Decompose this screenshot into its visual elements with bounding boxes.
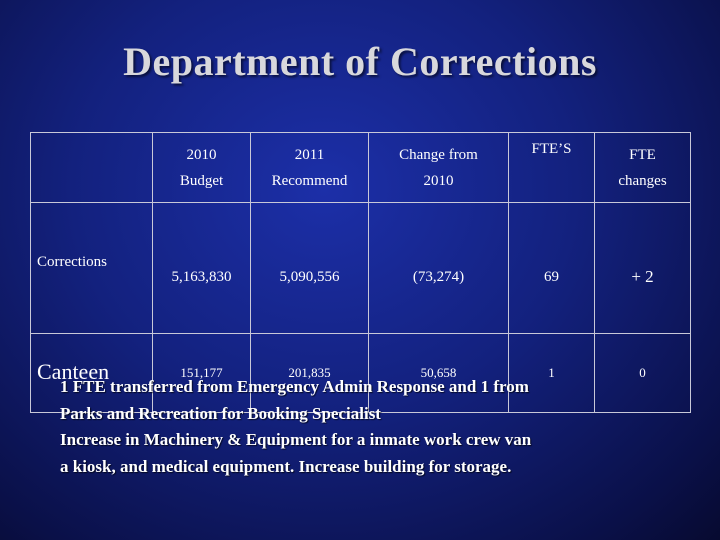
header-fte-changes-line2: changes — [618, 172, 667, 189]
header-change-line2: 2010 — [423, 172, 454, 189]
cell-corrections-ftes: 69 — [509, 203, 595, 334]
header-ftes-line1: FTE’S — [531, 141, 572, 157]
cell-canteen-fte-changes: 0 — [595, 334, 691, 413]
row-label-corrections — [31, 203, 153, 334]
header-cell-fte-changes — [595, 133, 691, 203]
header-cell-2011-recommend — [251, 133, 369, 203]
notes-line: Increase in Machinery & Equipment for a inmate work crew van — [60, 430, 532, 449]
header-cell-2010-budget — [153, 133, 251, 203]
row-label-corrections-text: Corrections — [37, 254, 107, 270]
cell-canteen-2011-recommend: 201,835 — [251, 334, 369, 413]
header-2011-recommend-line1: 2011 — [294, 146, 325, 163]
notes-line: 1 FTE transferred from Emergency Admin Response and 1 from — [60, 377, 529, 396]
budget-table — [30, 132, 691, 413]
header-change-line1: Change from — [399, 146, 478, 163]
table-header-row — [31, 133, 691, 203]
cell-corrections-2011-recommend: 5,090,556 — [251, 203, 369, 334]
notes-line: a kiosk, and medical equipment. Increase building for storage. — [60, 456, 512, 476]
cell-canteen-ftes: 1 — [509, 334, 595, 413]
header-cell-empty — [31, 133, 153, 203]
cell-canteen-2010-budget: 151,177 — [153, 334, 251, 413]
notes-line: Parks and Recreation for Booking Specialist — [60, 403, 381, 423]
cell-corrections-change: (73,274) — [369, 203, 509, 334]
header-2011-recommend-line2: Recommend — [271, 172, 348, 189]
header-cell-change-from-2010 — [369, 133, 509, 203]
header-2010-budget-line1: 2010 — [186, 146, 217, 163]
header-fte-changes-line1: FTE — [629, 146, 656, 163]
cell-corrections-2010-budget: 5,163,830 — [153, 203, 251, 334]
row-label-canteen-text: Canteen — [37, 358, 110, 384]
cell-canteen-change: 50,658 — [369, 334, 509, 413]
notes-text-block — [60, 374, 700, 480]
cell-corrections-fte-changes: + 2 — [595, 203, 691, 334]
header-2010-budget-line2: Budget — [179, 172, 224, 189]
slide-title: Department of Corrections — [123, 39, 597, 84]
header-cell-ftes — [509, 133, 595, 203]
table-row — [31, 203, 691, 334]
